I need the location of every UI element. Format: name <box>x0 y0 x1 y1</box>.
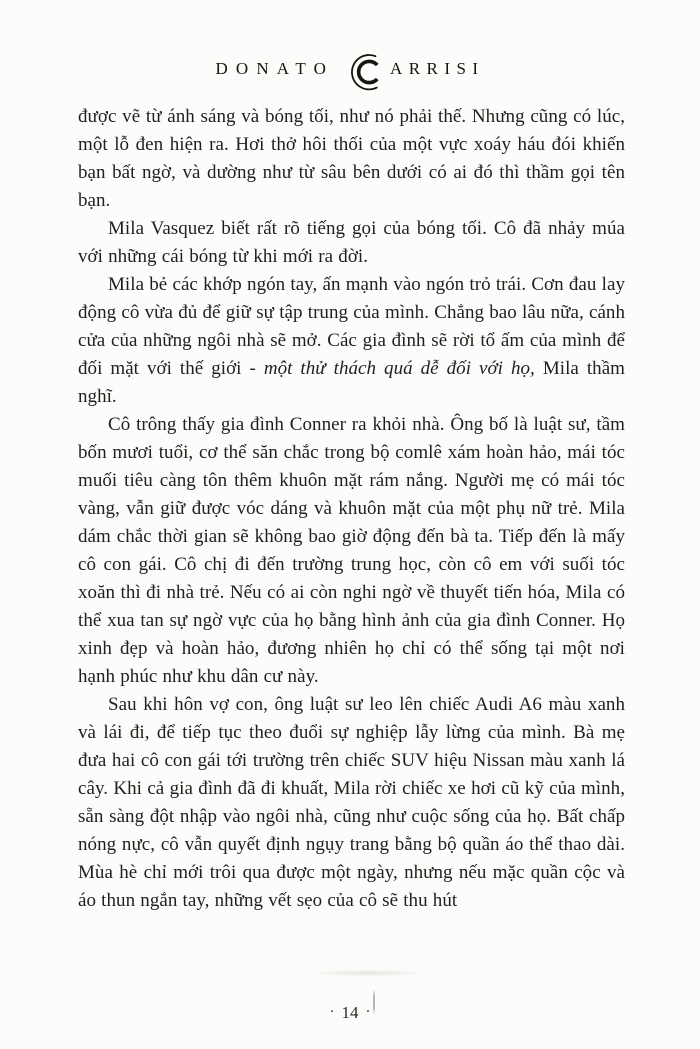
paragraph <box>78 411 625 691</box>
text-segment: được vẽ từ ánh sáng và bóng tối, như nó phải thế. Nhưng cũng có lúc, một lỗ đen hiện ra. Hơi thở hôi thối của một vực xoáy háu đói khiến bạn bất ngờ, và dường như từ sâu bên dưới có ai đó thì thầm gọi tên bạn. <box>78 106 625 211</box>
paragraph <box>78 691 625 915</box>
page-number: 14 <box>341 1003 359 1022</box>
page-footer <box>0 1003 700 1023</box>
text-segment: Mila thầm nghĩ. <box>78 358 625 407</box>
text-segment: Mila Vasquez biết rất rõ tiếng gọi của bóng tối. Cô đã nhảy múa với những cái bóng từ khi mới ra đời. <box>78 218 625 267</box>
text-segment: Sau khi hôn vợ con, ông luật sư leo lên chiếc Audi A6 màu xanh và lái đi, để tiếp tục theo đuổi sự nghiệp lẫy lừng của mình. Bà mẹ đưa hai cô con gái tới trường trên chiếc SUV hiệu Nissan màu xanh lá cây. Khi cả gia đình đã đi khuất, Mila rời chiếc xe hơi cũ kỹ của mình, sẵn sàng đột nhập vào ngôi nhà, cũng như cuộc sống của họ. Bất chấp nóng nực, cô vẫn quyết định ngụy trang bằng bộ quần áo thể thao dài. Mùa hè chỉ mới trôi qua được một ngày, nhưng nếu mặc quần cộc và áo thun ngắn tay, những vết sẹo của cô sẽ thu hút <box>78 694 625 911</box>
double-c-monogram-icon <box>344 48 388 98</box>
text-segment: Cô trông thấy gia đình Conner ra khỏi nhà. Ông bố là luật sư, tầm bốn mươi tuổi, cơ thể săn chắc trong bộ comlê xám hoàn hảo, mái tóc muối tiêu càng tôn thêm khuôn mặt rám nắng. Người mẹ có mái tóc vàng, vẫn giữ được vóc dáng và khuôn mặt của một phụ nữ trẻ. Mila dám chắc thời gian sẽ không bao giờ động đến bà ta. Tiếp đến là mấy cô con gái. Cô chị đi đến trường trung học, còn cô em với suối tóc xoăn thì đi nhà trẻ. Nếu có ai còn nghi ngờ về thuyết tiến hóa, Mila có thể xua tan sự ngờ vực của họ bằng hình ảnh của gia đình Conner. Họ xinh đẹp và hoàn hảo, đương nhiên họ chỉ có thể sống tại một nơi hạnh phúc như khu dân cư này. <box>78 414 625 687</box>
paragraph <box>78 103 625 215</box>
footer-ornament-left: · <box>329 1003 335 1020</box>
running-header <box>0 44 700 96</box>
author-name-first: DONATO <box>215 58 335 78</box>
author-name-rest: ARRISI <box>390 58 485 78</box>
text-segment: Mila bẻ các khớp ngón tay, ấn mạnh vào ngón trỏ trái. Cơn đau lay động cô vừa đủ để giữ sự tập trung của mình. Chẳng bao lâu nữa, cánh cửa của những ngôi nhà sẽ mở. Các gia đình sẽ rời tổ ấm của mình để đối mặt với thế giới - <box>78 274 625 379</box>
footer-ornament-right: · <box>365 1003 371 1020</box>
paragraph <box>78 215 625 271</box>
italic-text-segment: một thử thách quá dễ đối với họ, <box>263 358 535 379</box>
page-body <box>78 103 625 915</box>
paragraph <box>78 271 625 411</box>
scan-smudge <box>308 969 428 977</box>
